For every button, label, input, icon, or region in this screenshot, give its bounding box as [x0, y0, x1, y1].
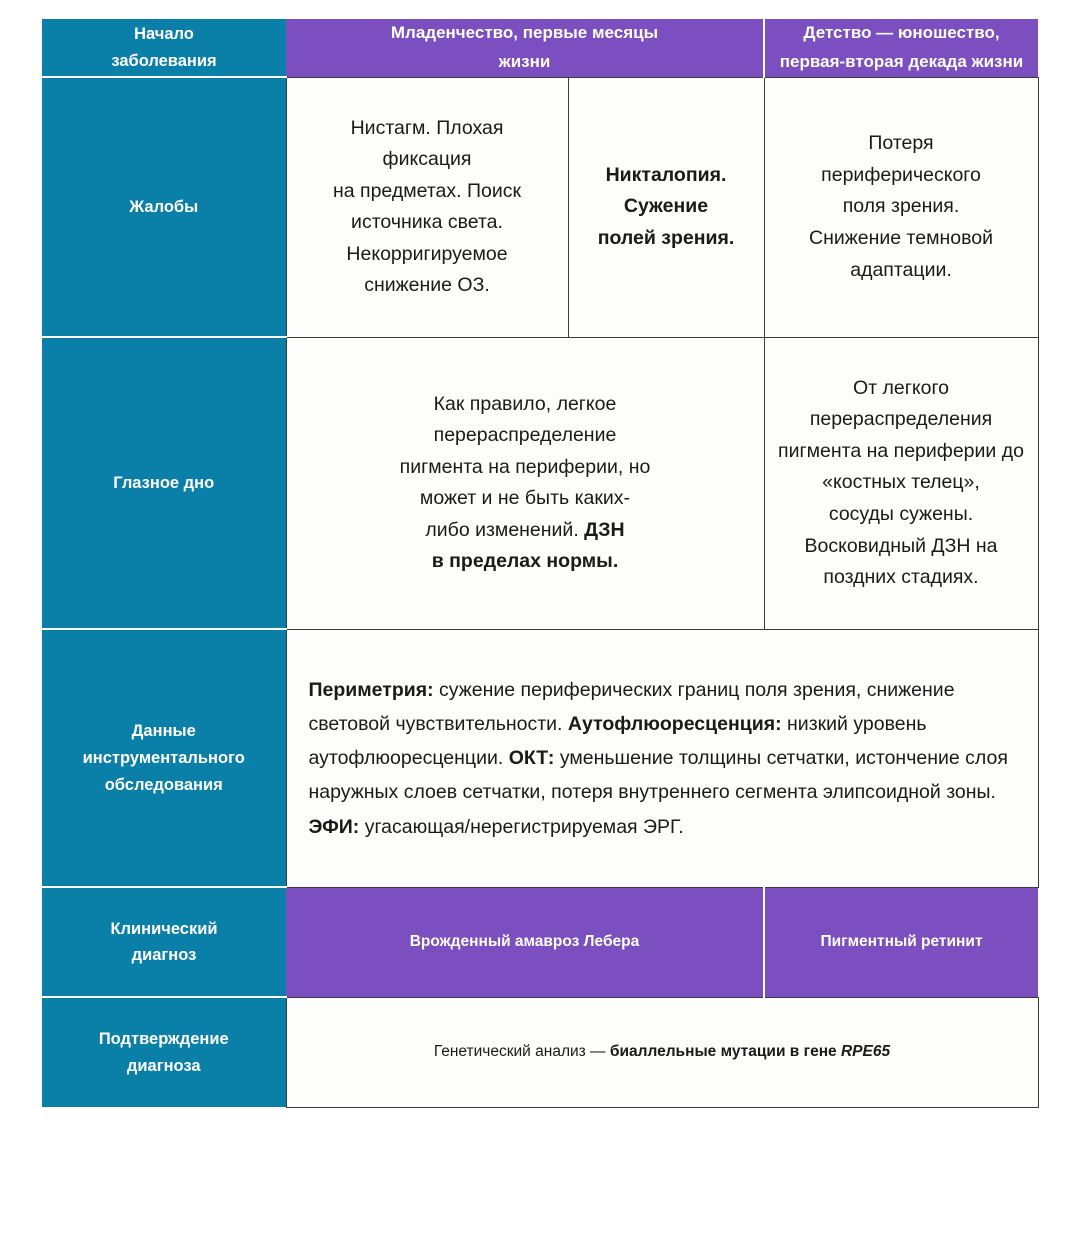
comparison-table [42, 19, 1039, 1108]
header-col-childhood-line1: Детство — юношество, [803, 23, 1000, 42]
instrumental-term-autofluorescence: Аутофлюоресценция: [567, 712, 782, 735]
line: От легкого [853, 376, 949, 399]
header-row-label-line2: заболевания [111, 51, 217, 70]
line: пигмента на периферии, но [399, 455, 651, 478]
line: фиксация [382, 148, 472, 171]
line: поля зрения. [842, 195, 960, 218]
line: поздних стадиях. [823, 566, 979, 589]
line: «костных телец», [822, 471, 980, 494]
row-label-complaints-text: Жалобы [129, 197, 199, 216]
confirmation-prefix: Генетический анализ — [433, 1043, 610, 1061]
table-row-confirmation [42, 997, 1038, 1107]
line: Снижение темновой [808, 227, 993, 250]
table-row-instrumental [42, 629, 1038, 887]
row-label-complaints [42, 77, 286, 337]
line: перераспределения [809, 408, 993, 431]
line: полей зрения. [597, 227, 735, 250]
instrumental-text-2: низкий уровень аутофлюоресценции. [308, 712, 927, 770]
cell-confirmation-text [286, 997, 1038, 1107]
row-label-instrumental-line2: инструментального [82, 748, 245, 767]
table-row-fundus [42, 337, 1038, 629]
row-label-diagnosis-line2: диагноз [131, 946, 197, 965]
fundus-lca-emphasis-2: в пределах нормы. [431, 550, 619, 573]
line: Восковидный ДЗН на [804, 534, 998, 557]
line: снижение ОЗ. [364, 274, 490, 297]
line: пигмента на периферии до [778, 439, 1024, 462]
line: Потеря [868, 132, 934, 155]
instrumental-text-3: уменьшение толщины сетчатки, истончение слоя наружных слоев сетчатки, потеря внутреннего сегмента элипсоидной зоны. [308, 747, 1008, 804]
row-label-confirmation-line1: Подтверждение [98, 1030, 229, 1049]
line: источника света. [351, 211, 503, 234]
cell-diagnosis-rp: Пигментный ретинит [764, 887, 1038, 997]
row-label-fundus-text: Глазное дно [113, 473, 215, 492]
row-label-confirmation [42, 997, 286, 1107]
line: Нистагм. Плохая [350, 116, 504, 139]
line [287, 515, 764, 547]
cell-instrumental-data [286, 629, 1038, 887]
line: Никталопия. [605, 163, 727, 186]
line: Как правило, легкое [433, 392, 617, 415]
line: Некорригируемое [346, 242, 508, 265]
header-col-childhood-line2: первая-вторая декада жизни [779, 51, 1024, 71]
instrumental-term-perimetry: Периметрия: [308, 678, 434, 701]
table-row-complaints [42, 77, 1038, 337]
line [287, 546, 764, 578]
row-label-confirmation-line2: диагноза [126, 1056, 201, 1075]
line: перераспределение [433, 424, 617, 447]
line: сосуды сужены. [828, 503, 974, 526]
cell-diagnosis-lca: Врожденный амавроз Лебера [286, 887, 764, 997]
header-row-label [42, 19, 286, 77]
header-col-infancy [286, 19, 764, 77]
instrumental-text-4: угасающая/нерегистрируемая ЭРГ. [359, 815, 684, 838]
instrumental-text-1: сужение периферических границ поля зрения, снижение световой чувствительности. [308, 678, 955, 735]
row-label-fundus [42, 337, 286, 629]
row-label-diagnosis [42, 887, 286, 997]
confirmation-emphasis: биаллельные мутации в гене [609, 1043, 841, 1061]
line: Сужение [623, 195, 709, 218]
cell-complaints-lca [286, 77, 568, 337]
row-label-instrumental-line1: Данные [131, 722, 196, 741]
header-col-infancy-line1: Младенчество, первые месяцы [390, 23, 659, 42]
table-header-row [42, 19, 1038, 77]
table-row-diagnosis [42, 887, 1038, 997]
instrumental-term-oct: ОКТ: [508, 747, 555, 770]
header-row-label-line1: Начало [134, 24, 194, 43]
line: периферического [821, 163, 981, 186]
fundus-lca-emphasis-1: ДЗН [584, 518, 625, 541]
line: на предметах. Поиск [332, 179, 521, 202]
cell-complaints-shared [568, 77, 764, 337]
cell-fundus-lca [286, 337, 764, 629]
cell-fundus-rp [764, 337, 1038, 629]
header-col-infancy-line2: жизни [498, 51, 551, 71]
row-label-instrumental-line3: обследования [104, 775, 223, 794]
line: может и не быть каких- [419, 487, 631, 510]
header-col-childhood [764, 19, 1038, 77]
line: адаптации. [850, 258, 952, 281]
cell-complaints-rp [764, 77, 1038, 337]
instrumental-term-efi: ЭФИ: [308, 815, 360, 838]
confirmation-gene-name: RPE65 [840, 1043, 891, 1061]
row-label-diagnosis-line1: Клинический [110, 919, 218, 938]
fundus-lca-line5-plain: либо изменений. [425, 518, 585, 541]
row-label-instrumental [42, 629, 286, 887]
